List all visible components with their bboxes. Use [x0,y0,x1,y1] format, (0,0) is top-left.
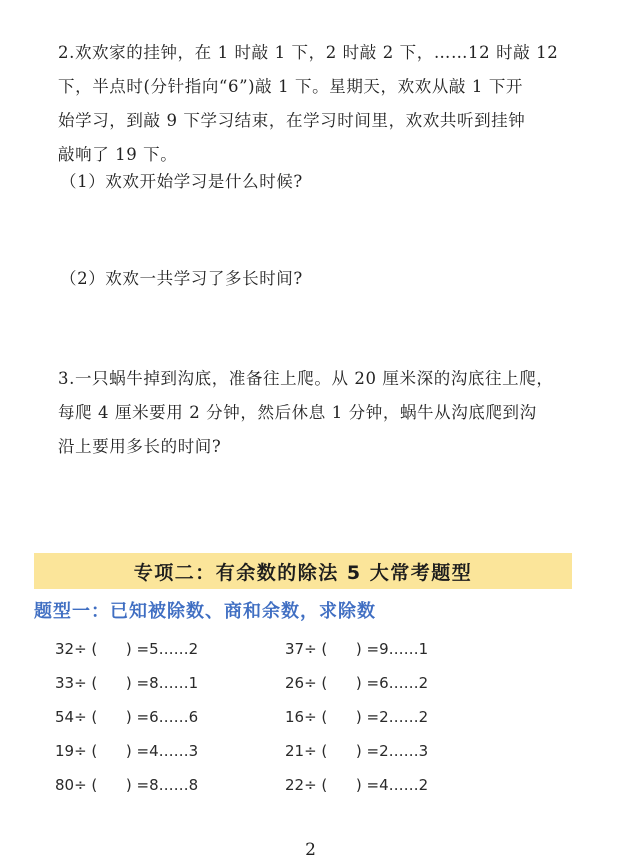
equation-left: 33÷ ( ) =8……1 [55,674,199,692]
section-banner [34,553,572,589]
equation-left: 32÷ ( ) =5……2 [55,640,199,658]
problem-2-question-2: （2）欢欢一共学习了多长时间? [60,269,303,288]
problem-3-line: 3.一只蜗牛掉到沟底，准备往上爬。从 20 厘米深的沟底往上爬， [58,369,554,388]
equation-right: 26÷ ( ) =6……2 [285,674,429,692]
problem-2 [58,36,578,172]
equation-row [0,742,621,772]
question-type-title: 题型一：已知被除数、商和余数，求除数 [34,601,376,622]
equation-row [0,776,621,806]
problem-2-line: 始学习，到敲 9 下学习结束，在学习时间里，欢欢共听到挂钟 [58,111,526,130]
equation-right: 21÷ ( ) =2……3 [285,742,429,760]
equation-right: 16÷ ( ) =2……2 [285,708,429,726]
problem-3-line: 沿上要用多长的时间? [58,437,222,456]
problem-3 [58,362,578,464]
problem-2-line: 敲响了 19 下。 [58,145,178,164]
equation-left: 54÷ ( ) =6……6 [55,708,199,726]
equation-right: 37÷ ( ) =9……1 [285,640,429,658]
equation-left: 80÷ ( ) =8……8 [55,776,199,794]
problem-3-line: 每爬 4 厘米要用 2 分钟，然后休息 1 分钟，蜗牛从沟底爬到沟 [58,403,537,422]
equation-row [0,708,621,738]
equation-row [0,640,621,670]
problem-2-line: 2.欢欢家的挂钟，在 1 时敲 1 下，2 时敲 2 下，……12 时敲 12 [58,43,559,62]
problem-2-line: 下，半点时(分针指向“6”)敲 1 下。星期天，欢欢从敲 1 下开 [58,77,524,96]
section-banner-title: 专项二：有余数的除法 5 大常考题型 [133,561,473,584]
equation-left: 19÷ ( ) =4……3 [55,742,199,760]
equation-right: 22÷ ( ) =4……2 [285,776,429,794]
problem-2-question-1: （1）欢欢开始学习是什么时候? [60,172,303,191]
page-number: 2 [305,840,316,860]
equation-row [0,674,621,704]
